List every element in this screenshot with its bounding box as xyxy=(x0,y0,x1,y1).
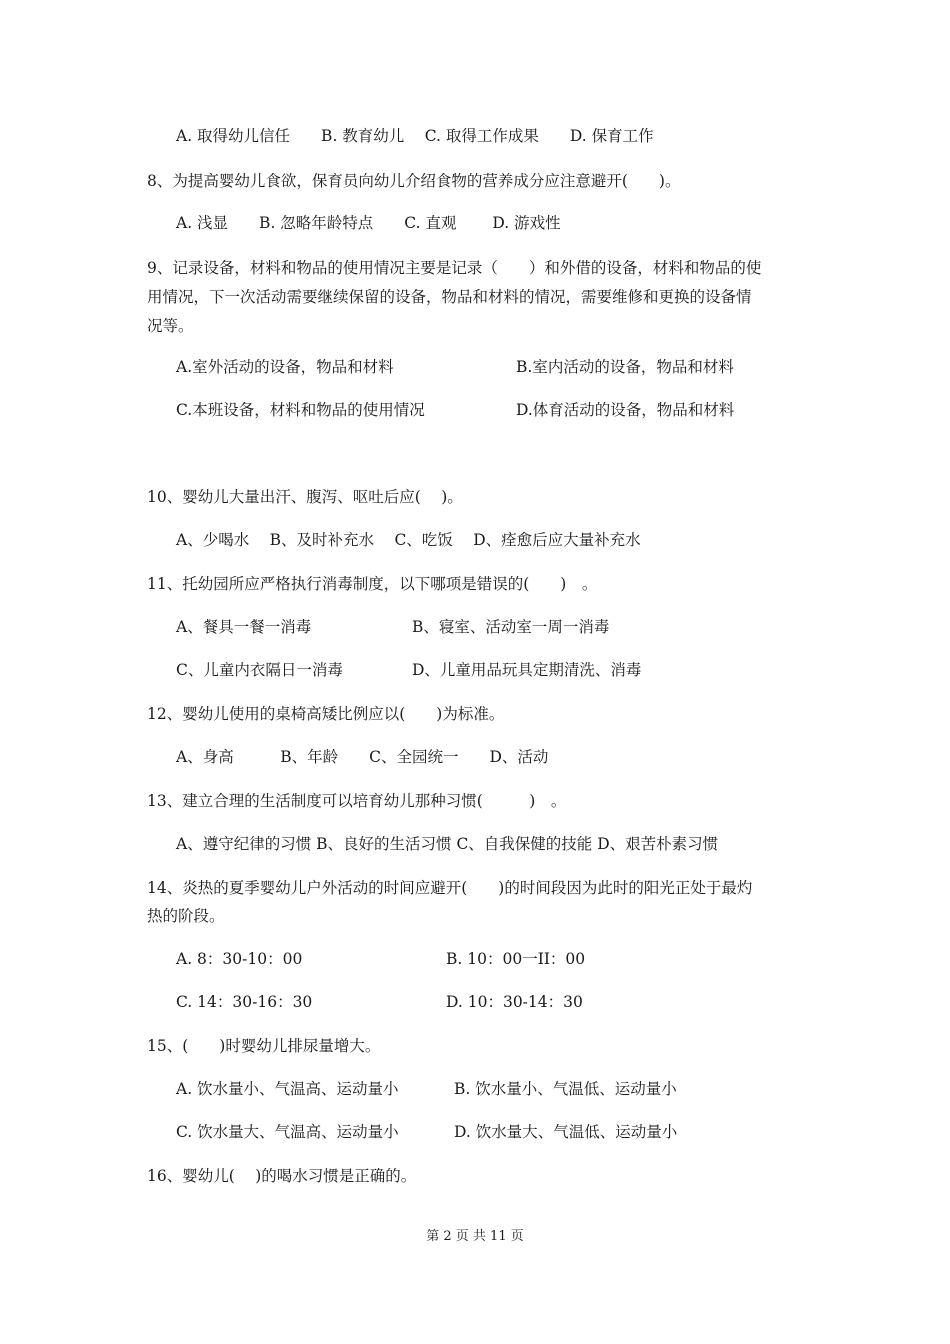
q16-stem: 16、婴幼儿( )的喝水习惯是正确的。 xyxy=(147,1167,417,1185)
q15-option-b: B. 饮水量小、气温低、运动量小 xyxy=(454,1080,677,1098)
q13-stem: 13、建立合理的生活制度可以培育幼儿那种习惯( ) 。 xyxy=(147,792,567,810)
q15-option-a: A. 饮水量小、气温高、运动量小 xyxy=(176,1080,399,1098)
q12-stem: 12、婴幼儿使用的桌椅高矮比例应以( )为标准。 xyxy=(147,705,505,723)
q7-options: A. 取得幼儿信任 B. 教育幼儿 C. 取得工作成果 D. 保育工作 xyxy=(176,127,654,145)
q9-stem-line-1: 9、记录设备，材料和物品的使用情况主要是记录（ ）和外借的设备，材料和物品的使 xyxy=(147,259,762,277)
q14-option-d: D. 10：30-14：30 xyxy=(446,993,583,1011)
q9-stem-line-3: 况等。 xyxy=(147,317,194,335)
q15-stem: 15、( )时婴幼儿排尿量增大。 xyxy=(147,1037,381,1055)
q14-option-a: A. 8：30-10：00 xyxy=(176,950,303,968)
q11-option-d: D、儿童用品玩具定期清洗、消毒 xyxy=(412,661,642,679)
q8-stem: 8、为提高婴幼儿食欲，保育员向幼儿介绍食物的营养成分应注意避开( )。 xyxy=(147,172,681,190)
q14-option-c: C. 14：30-16：30 xyxy=(176,993,313,1011)
q11-option-b: B、寝室、活动室一周一消毒 xyxy=(412,618,610,636)
q13-options: A、遵守纪律的习惯 B、良好的生活习惯 C、自我保健的技能 D、艰苦朴素习惯 xyxy=(176,835,719,853)
q10-stem: 10、婴幼儿大量出汗、腹泻、呕吐后应( )。 xyxy=(147,488,463,506)
q8-options: A. 浅显 B. 忽略年龄特点 C. 直观 D. 游戏性 xyxy=(176,214,561,232)
q9-option-c: C.本班设备，材料和物品的使用情况 xyxy=(176,401,425,419)
q15-option-c: C. 饮水量大、气温高、运动量小 xyxy=(176,1123,399,1141)
q14-stem-line-1: 14、炎热的夏季婴幼儿户外活动的时间应避开( )的时间段因为此时的阳光正处于最灼 xyxy=(147,879,753,897)
q11-stem: 11、托幼园所应严格执行消毒制度，以下哪项是错误的( ) 。 xyxy=(147,575,598,593)
q14-option-b: B. 10：00一II：00 xyxy=(446,950,586,968)
q11-option-a: A、餐具一餐一消毒 xyxy=(176,618,312,636)
page-footer: 第 2 页 共 11 页 xyxy=(426,1229,524,1244)
q9-option-a: A.室外活动的设备，物品和材料 xyxy=(176,358,394,376)
q11-option-c: C、儿童内衣隔日一消毒 xyxy=(176,661,343,679)
q9-option-d: D.体育活动的设备，物品和材料 xyxy=(516,401,735,419)
q9-option-b: B.室内活动的设备，物品和材料 xyxy=(516,358,734,376)
q9-stem-line-2: 用情况，下一次活动需要继续保留的设备，物品和材料的情况，需要维修和更换的设备情 xyxy=(147,288,752,306)
q15-option-d: D. 饮水量大、气温低、运动量小 xyxy=(454,1123,678,1141)
q12-options: A、身高 B、年龄 C、全园统一 D、活动 xyxy=(176,748,549,766)
q14-stem-line-2: 热的阶段。 xyxy=(147,907,225,925)
q10-options: A、少喝水 B、及时补充水 C、吃饭 D、痊愈后应大量补充水 xyxy=(176,531,641,549)
